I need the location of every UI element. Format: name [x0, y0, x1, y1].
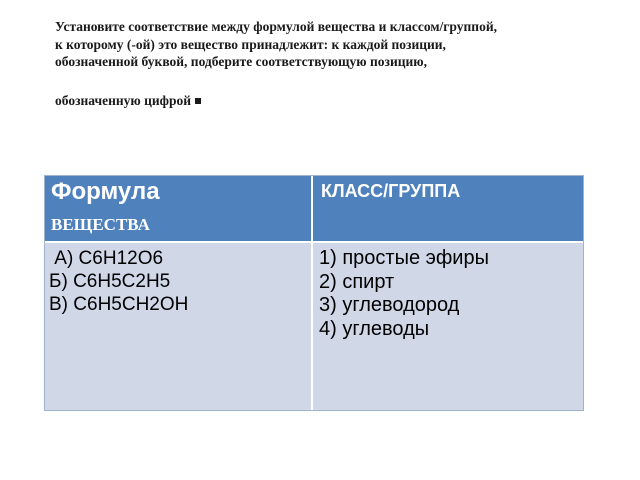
formula-list	[49, 247, 188, 316]
header-formula-title: Формула	[51, 178, 160, 205]
header-formula-subtitle: ВЕЩЕСТВА	[51, 215, 150, 234]
header-class-title: КЛАСС/ГРУППА	[321, 181, 461, 201]
task-text	[55, 18, 615, 109]
class-item: 2) спирт	[319, 270, 395, 293]
task-gap	[55, 71, 615, 92]
square-bullet-icon	[195, 98, 201, 104]
header-formula	[45, 176, 313, 243]
task-line-text: обозначенную цифрой	[55, 92, 192, 108]
class-item: 1) простые эфиры	[319, 247, 489, 269]
classes-cell	[313, 243, 583, 410]
formula-item: В) С6Н5СН2ОН	[49, 294, 189, 315]
formula-item: Б) С6Н5С2Н5	[49, 271, 171, 292]
task-line: к которому (-ой) это вещество принадлежит: к каждой позиции,	[55, 36, 446, 52]
task-line: Установите соответствие между формулой вещества и классом/группой,	[55, 19, 497, 34]
class-item: 3) углеводород	[319, 294, 460, 316]
task-line-last	[55, 92, 615, 110]
matching-table	[44, 175, 584, 411]
formulas-cell	[45, 243, 313, 410]
formula-item: А) С6Н12О6	[49, 248, 164, 269]
header-class	[313, 176, 583, 243]
class-list	[319, 247, 489, 341]
class-item: 4) углеводы	[319, 317, 430, 340]
task-line: обозначенной буквой, подберите соответствующую позицию,	[55, 54, 427, 69]
